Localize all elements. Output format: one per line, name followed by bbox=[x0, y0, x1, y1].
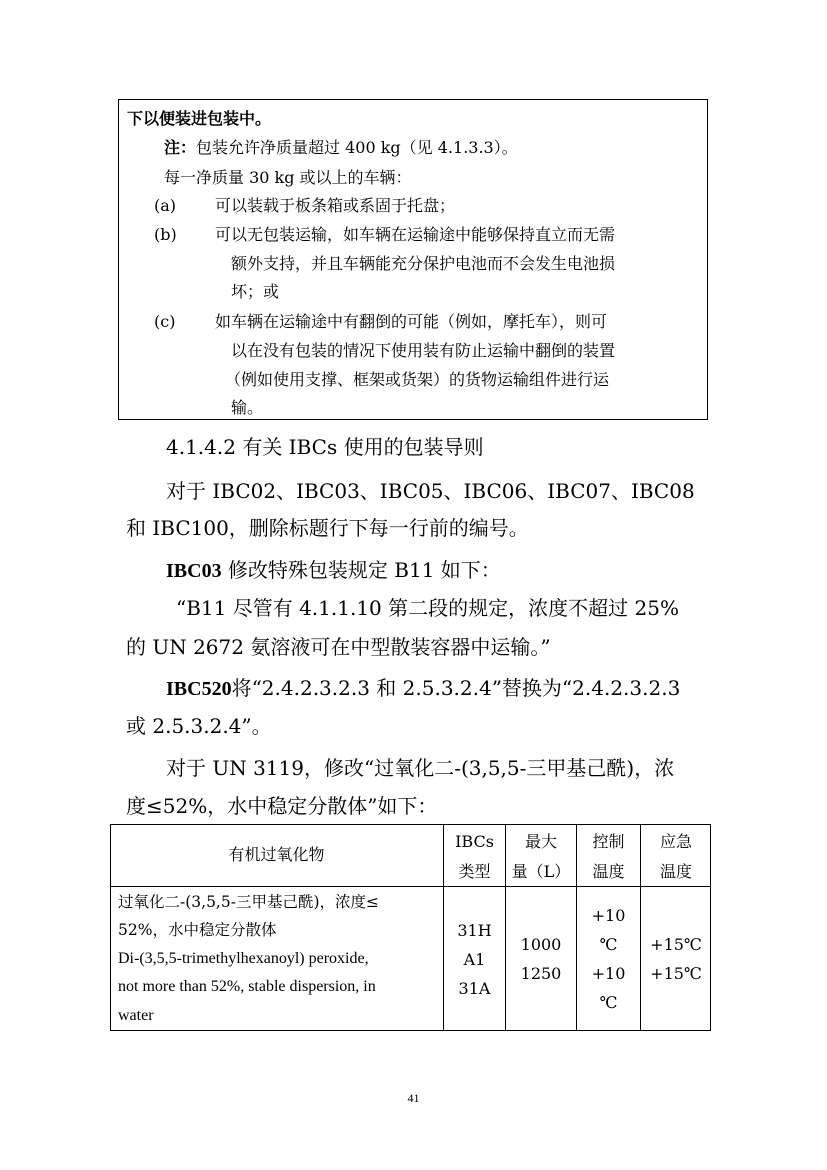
emergency-temp-1: +15℃ bbox=[650, 935, 702, 954]
emergency-temp-2: +15℃ bbox=[650, 964, 702, 983]
ibc520-line-2: 或 2.5.3.2.4”。 bbox=[126, 714, 272, 738]
substance-line-2: 52%，水中稳定分散体 bbox=[118, 921, 277, 939]
header-control-temp-line-2: 温度 bbox=[592, 862, 625, 881]
ibc03-text: 修改特殊包装规定 B11 如下： bbox=[221, 558, 501, 582]
max-qty-1250: 1250 bbox=[520, 964, 562, 983]
header-ibc-type bbox=[444, 827, 505, 887]
ibc-type-31a: 31A bbox=[458, 979, 491, 998]
note-label: 注： bbox=[164, 138, 197, 157]
un-para-line-2: 度≤52%，水中稳定分散体”如下： bbox=[126, 794, 438, 818]
ibc03-paragraph bbox=[166, 557, 501, 584]
quote-line-1: “B11 尽管有 4.1.1.10 第二段的规定，浓度不超过 25% bbox=[176, 596, 679, 620]
ibc-type-values bbox=[444, 916, 505, 1003]
item-b-line-3: 坏；或 bbox=[231, 282, 280, 301]
control-temp-1-unit: ℃ bbox=[599, 935, 618, 954]
ibc520-text: 将“2.4.2.3.2.3 和 2.5.3.2.4”替换为“2.4.2.3.2.3 bbox=[231, 676, 681, 700]
section-heading: 4.1.4.2 有关 IBCs 使用的包装导则 bbox=[166, 435, 484, 459]
item-c-line-3: （例如使用支撑、框架或货架）的货物运输组件进行运 bbox=[225, 370, 610, 389]
page-number: 41 bbox=[407, 1091, 420, 1105]
substance-line-1: 过氧化二-(3,5,5-三甲基己酰)，浓度≤ bbox=[118, 893, 379, 911]
control-temp-values bbox=[577, 901, 640, 1017]
item-c-line-2: 以在没有包装的情况下使用装有防止运输中翻倒的装置 bbox=[231, 341, 616, 360]
header-substance: 有机过氧化物 bbox=[228, 845, 325, 864]
para1-line-2: 和 IBC100，删除标题行下每一行前的编号。 bbox=[126, 516, 529, 540]
boxed-excerpt bbox=[118, 99, 708, 420]
substance-line-3: Di-(3,5,5-trimethylhexanoyl) peroxide, bbox=[118, 950, 369, 967]
item-tag-b: (b) bbox=[154, 225, 177, 244]
substance-line-5: water bbox=[118, 1007, 154, 1024]
note-text: 包装允许净质量超过 400 kg（见 4.1.3.3）。 bbox=[196, 138, 518, 157]
control-temp-1-value: +10 bbox=[591, 906, 626, 925]
item-c-line-4: 输。 bbox=[231, 398, 264, 417]
control-temp-2-unit: ℃ bbox=[599, 993, 618, 1012]
header-control-temp bbox=[577, 827, 640, 887]
header-max-qty bbox=[506, 827, 576, 887]
item-tag-a: (a) bbox=[154, 196, 177, 215]
box-note bbox=[164, 138, 518, 158]
header-control-temp-line-1: 控制 bbox=[592, 832, 625, 851]
peroxide-table bbox=[110, 824, 711, 1031]
max-qty-values bbox=[506, 930, 576, 988]
control-temp-2-value: +10 bbox=[591, 964, 626, 983]
header-ibc-type-line-1: IBCs bbox=[455, 832, 494, 851]
box-line-1: 下以便装进包装中。 bbox=[127, 109, 272, 128]
header-emergency-temp bbox=[641, 827, 711, 887]
un-para-line-1: 对于 UN 3119，修改“过氧化二-(3,5,5-三甲基己酰)，浓 bbox=[166, 756, 675, 780]
item-a-line-1: 可以装载于板条箱或系固于托盘； bbox=[215, 196, 456, 215]
para1-line-1: 对于 IBC02、IBC03、IBC05、IBC06、IBC07、IBC08 bbox=[166, 479, 695, 503]
ibc-type-a1: A1 bbox=[463, 950, 486, 969]
item-b-line-2: 额外支持，并且车辆能充分保护电池而不会发生电池损 bbox=[231, 254, 616, 273]
ibc520-paragraph bbox=[166, 675, 680, 702]
ibc03-code: IBC03 bbox=[166, 560, 222, 582]
quote-line-2: 的 UN 2672 氨溶液可在中型散装容器中运输。” bbox=[126, 635, 551, 659]
substance-line-4: not more than 52%, stable dispersion, in bbox=[118, 978, 376, 995]
header-max-qty-line-1: 最大 bbox=[524, 832, 557, 851]
header-ibc-type-line-2: 类型 bbox=[458, 862, 491, 881]
ibc520-code: IBC520 bbox=[166, 678, 232, 700]
header-emergency-temp-line-2: 温度 bbox=[659, 862, 692, 881]
item-c-line-1: 如车辆在运输途中有翻倒的可能（例如，摩托车），则可 bbox=[215, 312, 608, 331]
ibc-type-31h: 31H bbox=[457, 921, 492, 940]
emergency-temp-values bbox=[641, 930, 711, 988]
header-emergency-temp-line-1: 应急 bbox=[659, 832, 692, 851]
item-b-line-1: 可以无包装运输，如车辆在运输途中能够保持直立而无需 bbox=[215, 225, 616, 244]
max-qty-1000: 1000 bbox=[520, 935, 562, 954]
item-tag-c: (c) bbox=[154, 312, 176, 331]
header-max-qty-line-2: 量（L） bbox=[511, 862, 571, 881]
box-intro: 每一净质量 30 kg 或以上的车辆： bbox=[164, 168, 412, 187]
